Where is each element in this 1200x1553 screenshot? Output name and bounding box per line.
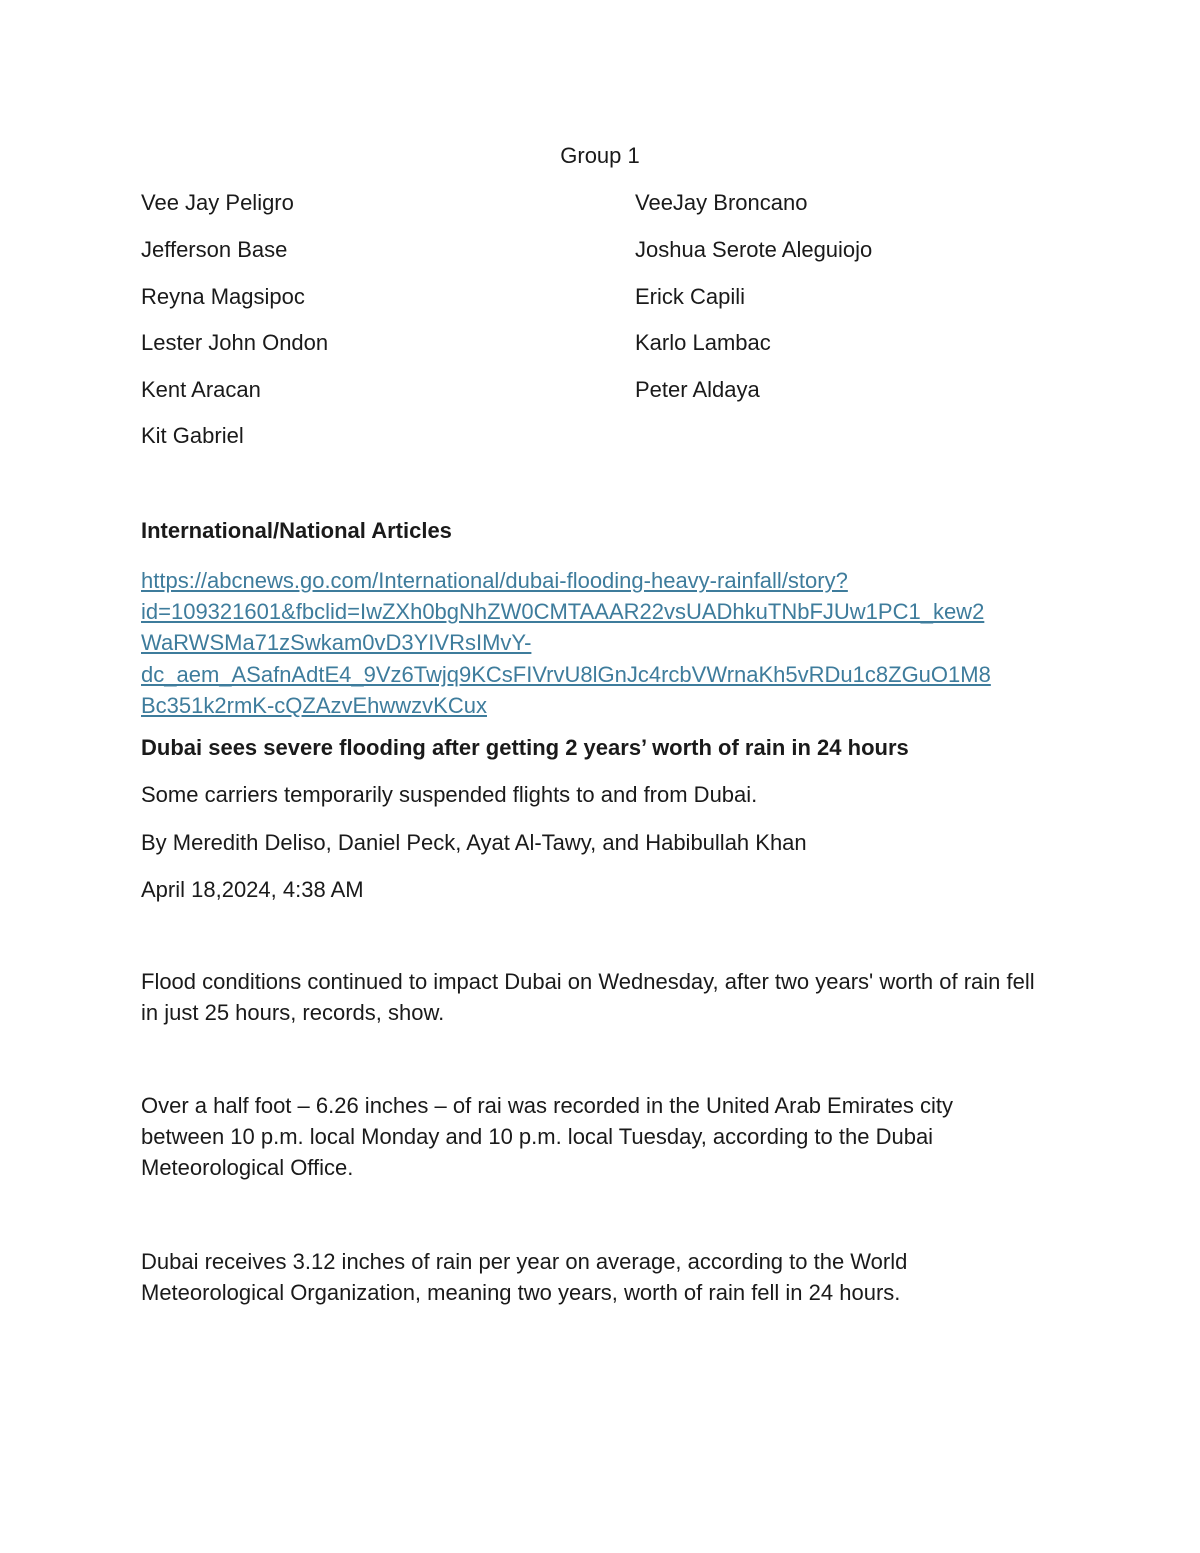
member-name: Karlo Lambac <box>635 330 771 355</box>
group-title: Group 1 <box>560 143 640 168</box>
article-link-line[interactable]: https://abcnews.go.com/International/dubai-flooding-heavy-rainfall/story? <box>141 568 848 593</box>
member-name: VeeJay Broncano <box>635 190 808 215</box>
member-name: Kent Aracan <box>141 377 261 402</box>
article-date: April 18,2024, 4:38 AM <box>141 877 364 902</box>
article-link-line[interactable]: Bc351k2rmK-cQZAzvEhwwzvKCux <box>141 692 487 718</box>
article-link[interactable] <box>141 565 991 721</box>
member-name: Vee Jay Peligro <box>141 190 294 215</box>
article-link-line[interactable]: dc_aem_ASafnAdtE4_9Vz6Twjq9KCsFIVrvU8lGnJc4rcbVWrnaKh5vRDu1c8ZGuO1M8 <box>141 661 991 687</box>
section-heading: International/National Articles <box>141 518 452 543</box>
member-name: Reyna Magsipoc <box>141 284 305 309</box>
article-subtitle: Some carriers temporarily suspended flights to and from Dubai. <box>141 782 758 807</box>
article-paragraph: Over a half foot – 6.26 inches – of rai was recorded in the United Arab Emirates city between 10 p.m. local Monday and 10 p.m. local Tuesday, according to the Dubai Meteorological Office. <box>141 1093 953 1181</box>
article-link-line[interactable]: id=109321601&fbclid=IwZXh0bgNhZW0CMTAAAR22vsUADhkuTNbFJUw1PC1_kew2 <box>141 599 985 625</box>
article-paragraph: Dubai receives 3.12 inches of rain per year on average, according to the World Meteorological Organization, meaning two years, worth of rain fell in 24 hours. <box>141 1249 908 1306</box>
member-name: Kit Gabriel <box>141 423 244 448</box>
member-name: Peter Aldaya <box>635 377 760 402</box>
article-link-line[interactable]: WaRWSMa71zSwkam0vD3YIVRsIMvY- <box>141 630 532 656</box>
article-paragraph: Flood conditions continued to impact Dubai on Wednesday, after two years' worth of rain fell in just 25 hours, records, show. <box>141 969 1035 1026</box>
member-name: Lester John Ondon <box>141 330 329 355</box>
member-name: Joshua Serote Aleguiojo <box>635 237 873 262</box>
member-name: Jefferson Base <box>141 237 288 262</box>
article-headline: Dubai sees severe flooding after getting 2 years’ worth of rain in 24 hours <box>141 735 909 760</box>
article-byline: By Meredith Deliso, Daniel Peck, Ayat Al-Tawy, and Habibullah Khan <box>141 830 807 855</box>
member-name: Erick Capili <box>635 284 746 309</box>
